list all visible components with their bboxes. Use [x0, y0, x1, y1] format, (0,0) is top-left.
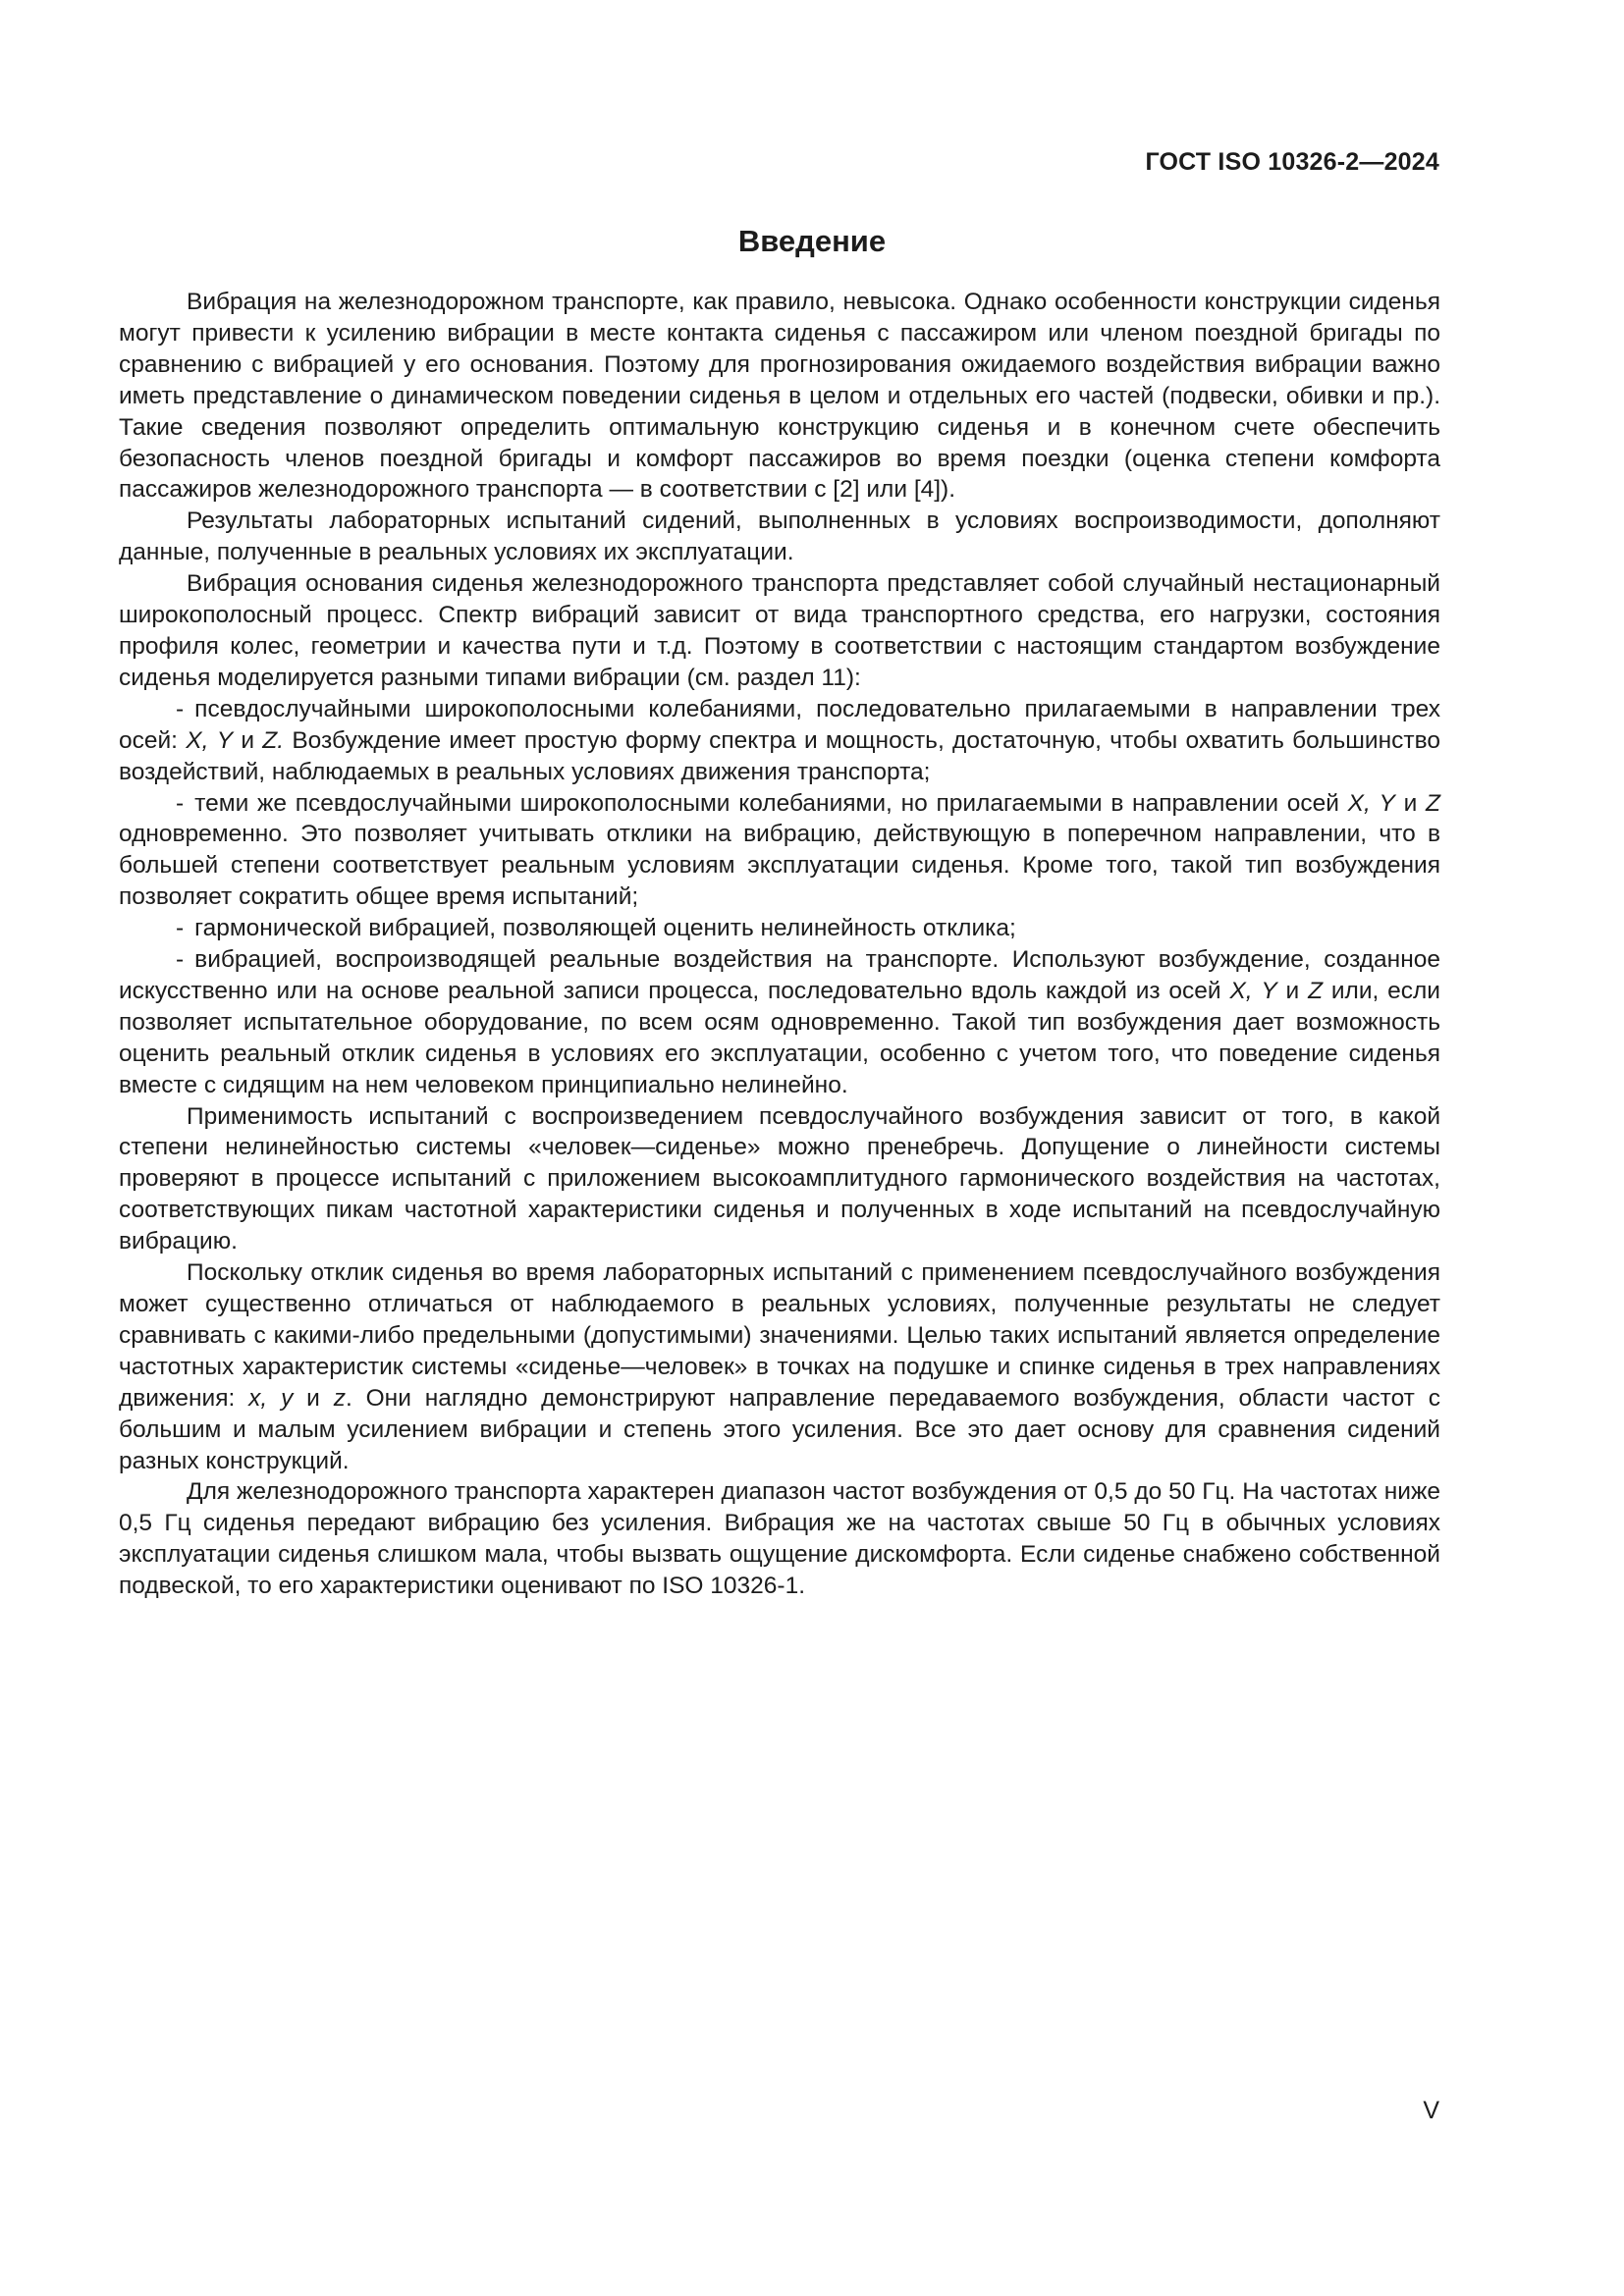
- list-item-text: или, если позволяет испытательное оборудование, по всем осям одновременно. Такой тип возбуждения дает возможность оценить реальный отклик сиденья в условиях его эксплуатации, особенно с учетом того, что поведение сиденья вместе с сидящим на нем человеком принципиально нелинейно.: [119, 977, 1440, 1098]
- conjunction: и: [1394, 789, 1427, 817]
- paragraph: Результаты лабораторных испытаний сидений, выполненных в условиях воспроизводимости, дополняют данные, полученные в реальных условиях их эксплуатации.: [119, 507, 1440, 566]
- document-code: ГОСТ ISO 10326-2—2024: [1145, 148, 1439, 176]
- section-title: Введение: [737, 224, 887, 258]
- paragraph: [119, 1257, 1440, 1476]
- axis-z-lower: z: [333, 1384, 346, 1412]
- paragraph: Вибрация основания сиденья железнодорожного транспорта представляет собой случайный нестационарный широкополосный процесс. Спектр вибраций зависит от вида транспортного средства, его нагрузки, состояния профиля колес, геометрии и качества пути и т.д. Поэтому в соответствии с настоящим стандартом возбуждение сиденья моделируется разными типами вибрации (см. раздел 11):: [119, 570, 1440, 691]
- list-item: [119, 788, 1440, 914]
- paragraph: Вибрация на железнодорожном транспорте, как правило, невысока. Однако особенности конструкции сиденья могут привести к усилению вибрации в месте контакта сиденья с пассажиром или членом поездной бригады по сравнению с вибрацией у его основания. Поэтому для прогнозирования ожидаемого воздействия вибрации важно иметь представление о динамическом поведении сиденья в целом и отдельных его частей (подвески, обивки и пр.). Такие сведения позволяют определить оптимальную конструкцию сиденья и в конечном счете обеспечить безопасность членов поездной бригады и комфорт пассажиров во время поездки (оценка степени комфорта пассажиров железнодорожного транспорта — в соответствии с [2] или [4]).: [119, 289, 1440, 504]
- axis-y-lower: y: [281, 1384, 294, 1412]
- axis-x-lower: x,: [248, 1384, 268, 1412]
- page-number: V: [1423, 2097, 1439, 2124]
- paragraph: Применимость испытаний с воспроизведением псевдослучайного возбуждения зависит от того, в какой степени нелинейностью системы «человек—сиденье» можно пренебречь. Допущение о линейности системы проверяют в процессе испытаний с приложением высокоамплитудного гармонического воздействия на частотах, соответствующих пикам частотной характеристики сиденья и полученных в ходе испытаний на псевдослучайную вибрацию.: [119, 1102, 1440, 1255]
- axis-x: X,: [1347, 789, 1371, 817]
- axis-y: Y: [1261, 977, 1277, 1004]
- list-item: [119, 694, 1440, 788]
- list-item-text: Возбуждение имеет простую форму спектра и мощность, достаточную, чтобы охватить большинство воздействий, наблюдаемых в реальных условиях движения транспорта;: [119, 726, 1440, 785]
- axis-z: Z: [1426, 789, 1440, 817]
- list-item-text: гармонической вибрацией, позволяющей оценить нелинейность отклика;: [194, 915, 1016, 942]
- conjunction: и: [233, 726, 263, 754]
- axis-z: Z: [1308, 977, 1324, 1004]
- list-item-text: одновременно. Это позволяет учитывать отклики на вибрацию, действующую в поперечном направлении, что в большей степени соответствует реальным условиям эксплуатации сиденья. Кроме того, такой тип возбуждения позволяет сократить общее время испытаний;: [119, 821, 1440, 911]
- paragraph: Для железнодорожного транспорта характерен диапазон частот возбуждения от 0,5 до 50 Гц. На частотах ниже 0,5 Гц сиденья передают вибрацию без усиления. Вибрация же на частотах свыше 50 Гц в обычных условиях эксплуатации сиденья слишком мала, чтобы вызвать ощущение дискомфорта. Если сиденье снабжено собственной подвеской, то его характеристики оценивают по ISO 10326-1.: [119, 1478, 1440, 1600]
- list-dash: -: [176, 789, 185, 817]
- axis-y: Y: [216, 726, 234, 754]
- introduction-body: [119, 287, 1440, 1602]
- list-dash: -: [176, 915, 185, 942]
- list-dash: -: [176, 946, 185, 974]
- axis-x: X,: [186, 726, 209, 754]
- paragraph-text: Поскольку отклик сиденья во время лабораторных испытаний с применением псевдослучайного возбуждения может существенно отличаться от наблюдаемого в реальных условиях, полученные результаты не следует сравнивать с какими-либо предельными (допустимыми) значениями. Целью таких испытаний является определение частотных характеристик системы «сиденье—человек» в точках на подушке и спинке сиденья в трех направлениях движения:: [119, 1259, 1440, 1412]
- list-item: [119, 944, 1440, 1101]
- list-dash: -: [176, 695, 185, 722]
- conjunction: и: [1276, 977, 1309, 1004]
- list-item-text: теми же псевдослучайными широкополосными колебаниями, но прилагаемыми в направлении осей: [194, 789, 1348, 817]
- axis-z: Z.: [262, 726, 285, 754]
- axis-y: Y: [1379, 789, 1395, 817]
- conjunction: и: [293, 1384, 334, 1412]
- list-item-text: псевдослучайными широкополосными колебаниями, последовательно прилагаемыми в направлении трех осей:: [119, 695, 1440, 754]
- list-item: [119, 913, 1440, 944]
- paragraph-text: . Они наглядно демонстрируют направление передаваемого возбуждения, области частот с большим и малым усилением вибрации и степень этого усиления. Все это дает основу для сравнения сидений разных конструкций.: [119, 1384, 1440, 1474]
- list-item-text: вибрацией, воспроизводящей реальные воздействия на транспорте. Используют возбуждение, созданное искусственно или на основе реальной записи процесса, последовательно вдоль каждой из осей: [119, 946, 1440, 1004]
- axis-x: X,: [1229, 977, 1253, 1004]
